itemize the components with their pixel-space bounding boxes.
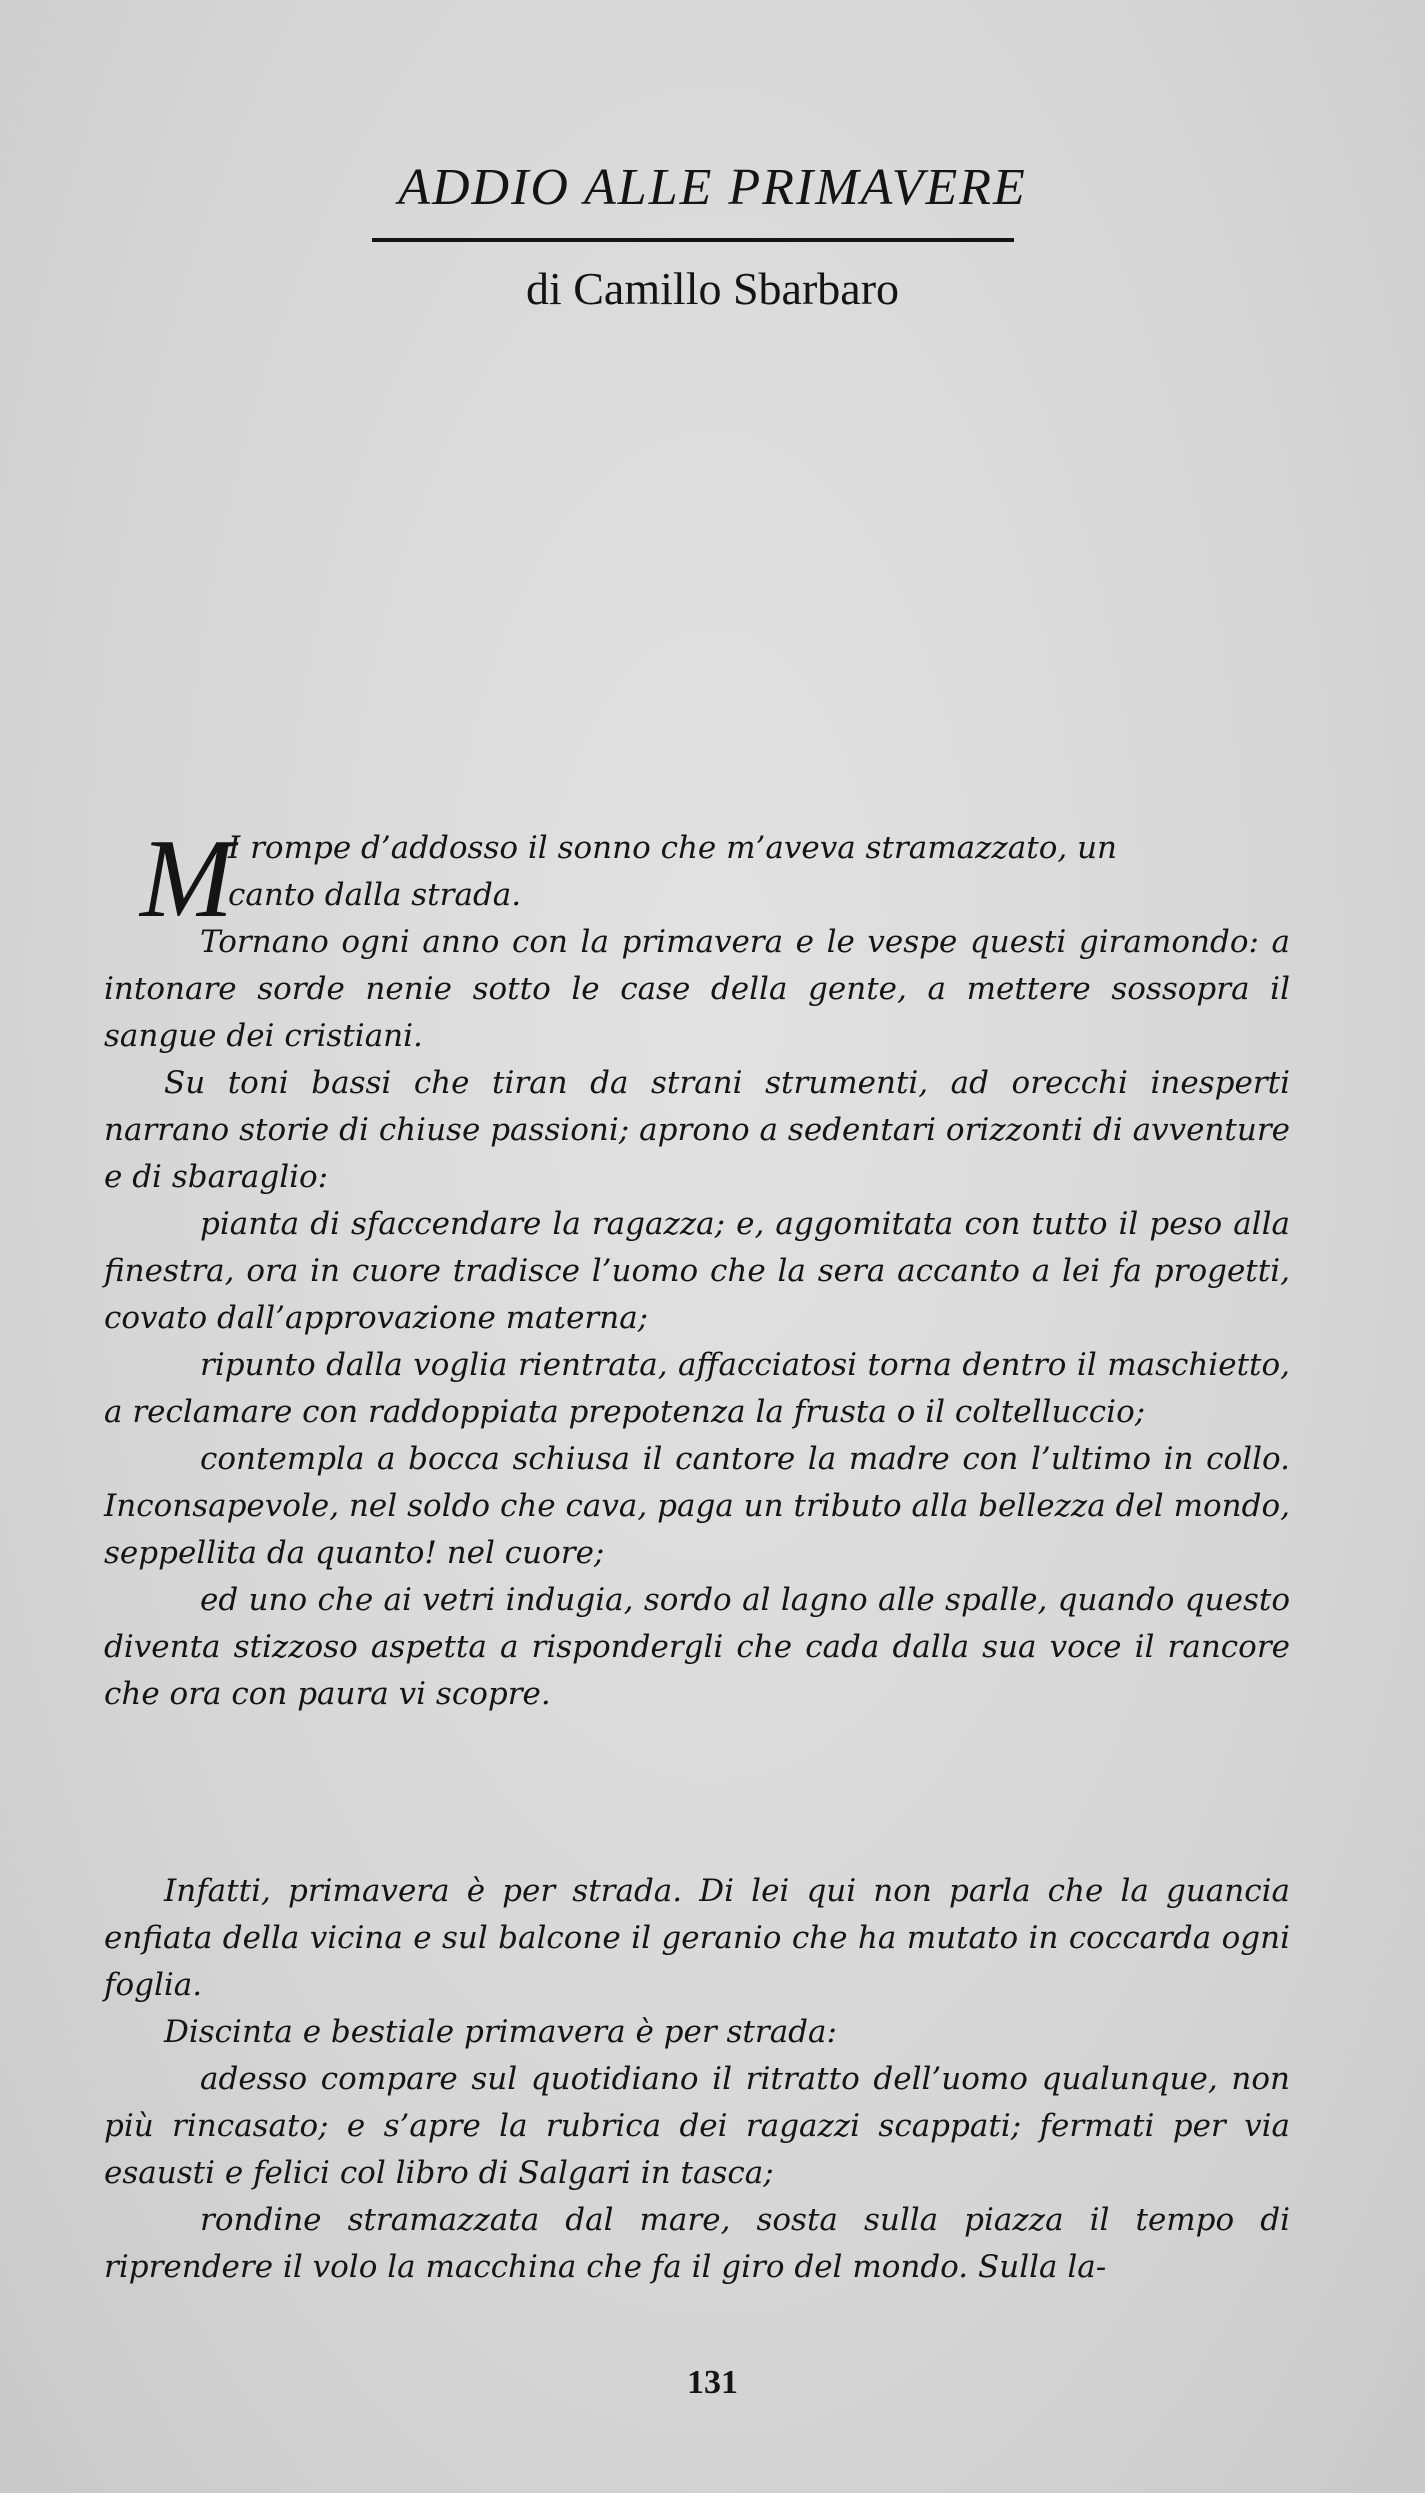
text-block-2 xyxy=(104,1868,1290,2291)
author-line: di Camillo Sbarbaro xyxy=(525,263,900,314)
text-block-1 xyxy=(104,817,1290,1718)
title-rule xyxy=(372,238,1014,242)
page-number: 131 xyxy=(687,2364,738,2401)
paragraph: Infatti, primavera è per strada. Di lei qui non parla che la guancia enfiata della vicina e sul balcone il geranio che ha mutato in coccarda ogni foglia. xyxy=(104,1873,1290,2003)
paragraph: contempla a bocca schiusa il cantore la madre con l’ultimo in collo. Inconsapevole, nel soldo che cava, paga un tributo alla bellezza del mondo, seppellita da quanto! nel cuore; xyxy=(104,1441,1290,1571)
paragraph: Su toni bassi che tiran da strani strumenti, ad orecchi inesperti narrano storie di chiuse passioni; aprono a sedentari orizzonti di avventure e di sbaraglio: xyxy=(104,1065,1290,1195)
chapter-title: ADDIO ALLE PRIMAVERE xyxy=(398,159,1027,216)
opening-line-text: I rompe d’addosso il sonno che m’aveva stramazzato, un xyxy=(228,830,1118,866)
paragraph: pianta di sfaccendare la ragazza; e, aggomitata con tutto il peso alla finestra, ora in cuore tradisce l’uomo che la sera accanto a lei fa progetti, covato dall’approvazione materna; xyxy=(104,1206,1290,1336)
paragraph: adesso compare sul quotidiano il ritratto dell’uomo qualunque, non più rincasato; e s’apre la rubrica dei ragazzi scappati; fermati per via esausti e felici col libro di Salgari in tasca; xyxy=(104,2061,1290,2191)
paragraph: Discinta e bestiale primavera è per strada: xyxy=(164,2014,837,2050)
paragraph: ripunto dalla voglia rientrata, affacciatosi torna dentro il maschietto, a reclamare con raddoppiata prepotenza la frusta o il coltelluccio; xyxy=(104,1347,1290,1430)
paragraph: rondine stramazzata dal mare, sosta sulla piazza il tempo di riprendere il volo la macchina che fa il giro del mondo. Sulla la- xyxy=(104,2202,1290,2285)
paragraph: ed uno che ai vetri indugia, sordo al lagno alle spalle, quando questo diventa stizzoso aspetta a rispondergli che cada dalla sua voce il rancore che ora con paura vi scopre. xyxy=(104,1582,1290,1712)
paragraph: Tornano ogni anno con la primavera e le vespe questi giramondo: a intonare sorde nenie sotto le case della gente, a mettere sossopra il sangue dei cristiani. xyxy=(104,924,1290,1054)
opening-line-continued: canto dalla strada. xyxy=(228,877,522,913)
drop-cap: M xyxy=(140,817,234,941)
